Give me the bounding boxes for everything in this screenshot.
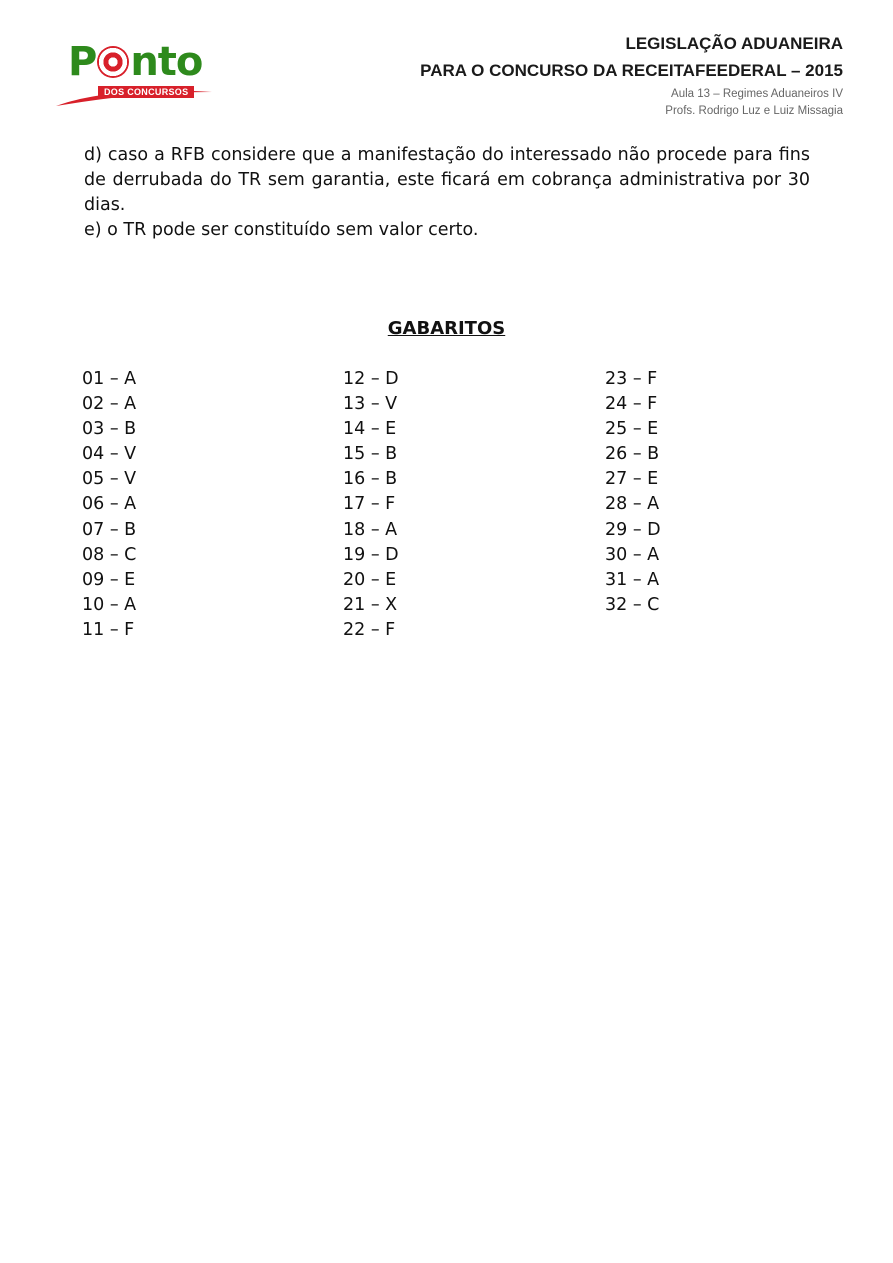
answer-item: 05 – V [82, 469, 137, 490]
answer-item: 03 – B [82, 419, 137, 440]
answer-item: 21 – X [343, 594, 398, 615]
answer-item: 15 – B [343, 444, 398, 465]
answer-item: 13 – V [343, 394, 398, 415]
answer-item: 12 – D [343, 369, 399, 389]
answer-item: 22 – F [343, 619, 396, 640]
answer-item: 07 – B [82, 519, 137, 540]
answer-column-2 [343, 367, 399, 643]
answer-item: 11 – F [82, 619, 135, 640]
logo [54, 39, 214, 106]
answer-item: 30 – A [605, 544, 660, 565]
answer-item: 20 – E [343, 569, 397, 590]
option-d-text: d) caso a RFB considere que a manifestação do interessado não procede para fins de derrubada do TR sem garantia, este ficará em cobrança administrativa por 30 dias. [84, 145, 810, 215]
answer-item: 08 – C [82, 544, 137, 565]
answer-item: 29 – D [605, 519, 661, 540]
answer-item: 06 – A [82, 494, 137, 515]
answer-item: 10 – A [82, 594, 137, 615]
answer-item: 09 – E [82, 569, 136, 590]
answer-item: 31 – A [605, 569, 660, 590]
answer-item: 14 – E [343, 419, 397, 440]
answer-item: 16 – B [343, 469, 398, 490]
option-e-text: e) o TR pode ser constituído sem valor certo. [84, 220, 479, 240]
answer-item: 01 – A [82, 369, 137, 389]
answer-item: 17 – F [343, 494, 396, 515]
answer-item: 23 – F [605, 369, 658, 389]
header-title-line2: PARA O CONCURSO DA RECEITAFEEDERAL – 2015 [420, 61, 843, 80]
header-subtitle-lesson: Aula 13 – Regimes Aduaneiros IV [671, 88, 843, 100]
logo-tagline: DOS CONCURSOS [98, 86, 194, 98]
answer-item: 26 – B [605, 444, 660, 465]
logo-wordmark: P nto [68, 39, 203, 85]
header-title-line1: LEGISLAÇÃO ADUANEIRA [625, 34, 843, 53]
answer-item: 02 – A [82, 394, 137, 415]
answer-item: 25 – E [605, 419, 659, 440]
answer-item: 24 – F [605, 394, 658, 415]
answer-item: 19 – D [343, 544, 399, 565]
answer-item: 18 – A [343, 519, 398, 540]
answer-key-title: GABARITOS [387, 318, 506, 339]
answer-column-1 [82, 367, 136, 643]
answer-item: 28 – A [605, 494, 660, 515]
answer-item: 04 – V [82, 444, 137, 465]
answer-item: 27 – E [605, 469, 659, 490]
header-subtitle-authors: Profs. Rodrigo Luz e Luiz Missagia [665, 105, 843, 117]
answer-column-3 [605, 367, 661, 618]
answer-item: 32 – C [605, 594, 660, 615]
target-icon [97, 46, 129, 78]
